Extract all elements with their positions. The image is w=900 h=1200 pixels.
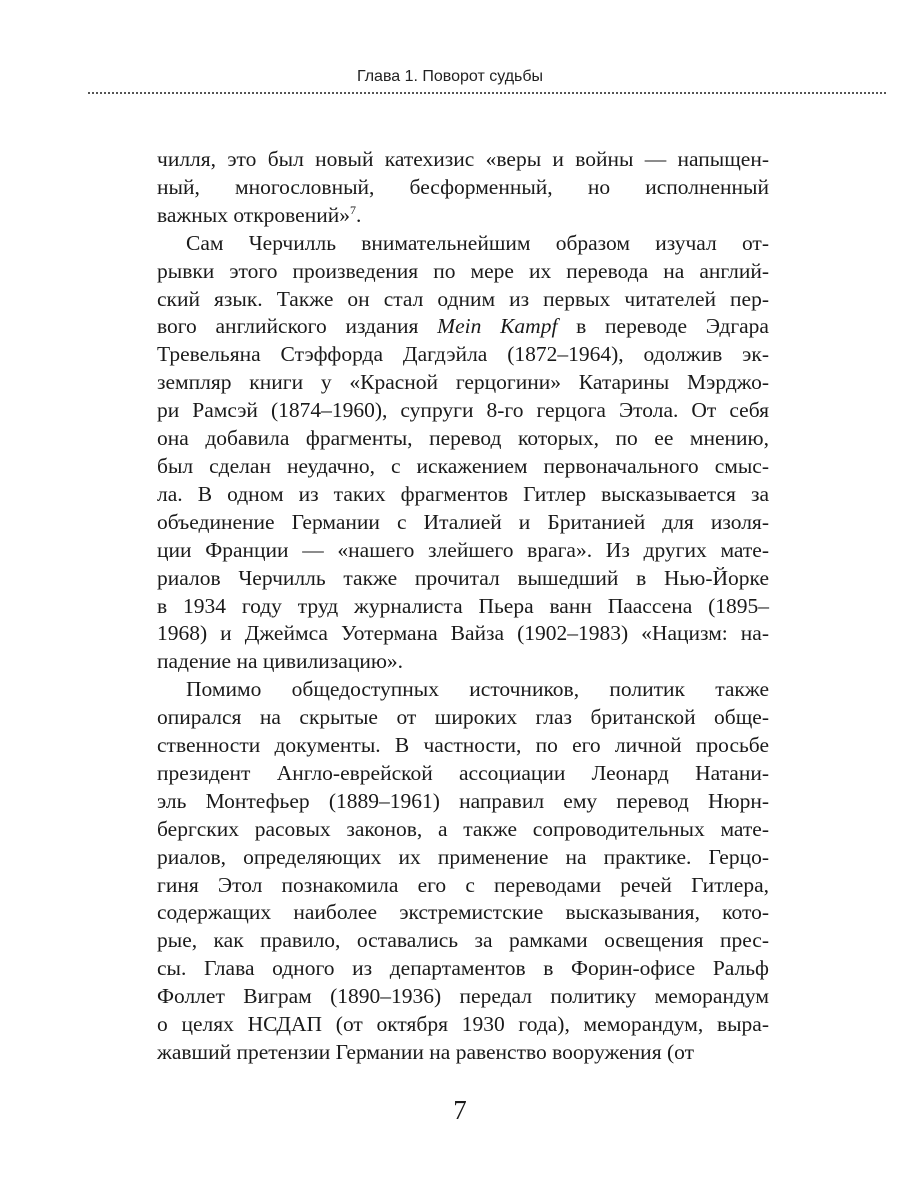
text-line: был сделан неудачно, с искажением первоначального смыс- (157, 453, 769, 478)
text-line: Тревельяна Стэффорда Дагдэйла (1872–1964), одолжив эк- (157, 342, 769, 367)
text-line: о целях НСДАП (от октября 1930 года), меморандум, выра- (157, 1012, 769, 1037)
punctuation: . (356, 202, 362, 227)
text-line: рывки этого произведения по мере их перевода на англий- (157, 258, 769, 283)
text-line: президент Англо-еврейской ассоциации Леонард Натани- (157, 760, 769, 785)
text-line: ственности документы. В частности, по его личной просьбе (157, 733, 769, 758)
text-line: ный, многословный, бесформенный, но исполненный (157, 174, 769, 199)
header-divider (88, 92, 886, 94)
text-line: риалов, определяющих их применение на практике. Герцо- (157, 844, 769, 869)
text-line: важных откровений»$^7$. (157, 202, 362, 227)
paragraph (157, 230, 769, 677)
text-line: чилля, это был новый катехизис «веры и войны — напыщен- (157, 147, 769, 171)
text-line: Сам Черчилль внимательнейшим образом изучал от- (186, 230, 769, 255)
book-title: Mein Kampf (437, 314, 558, 339)
text-line: 1968) и Джеймса Уотермана Вайза (1902–1983) «Нацизм: на- (157, 621, 769, 646)
text-line: жавший претензии Германии на равенство вооружения (от (157, 1040, 694, 1064)
text-line: сы. Глава одного из департаментов в Форин-офисе Ральф (157, 956, 769, 981)
text-line: объединение Германии с Италией и Британией для изоля- (157, 509, 769, 534)
text-line: содержащих наиболее экстремистские высказывания, кото- (157, 900, 769, 925)
text-line: эль Монтефьер (1889–1961) направил ему перевод Нюрн- (157, 788, 769, 813)
paragraph (157, 676, 769, 1067)
text-line: вого английского издания Mein Kampf в переводе Эдгара (157, 314, 769, 339)
text-line: опирался на скрытые от широких глаз британской обще- (157, 705, 769, 730)
text-line: падение на цивилизацию». (157, 649, 404, 674)
text-line: гиня Этол познакомила его с переводами речей Гитлера, (157, 872, 769, 897)
text-line: ский язык. Также он стал одним из первых читателей пер- (157, 286, 769, 311)
text-line: в 1934 году труд журналиста Пьера ванн Паассена (1895– (157, 593, 769, 618)
body-text (157, 146, 769, 1067)
text-line: ла. В одном из таких фрагментов Гитлер высказывается за (157, 481, 769, 506)
text-line: бергских расовых законов, а также сопроводительных мате- (157, 816, 769, 841)
paragraph (157, 146, 769, 230)
text-line: риалов Черчилль также прочитал вышедший в Нью-Йорке (157, 565, 769, 590)
text-line: ри Рамсэй (1874–1960), супруги 8-го герцога Этола. От себя (157, 398, 769, 423)
text-line: она добавила фрагменты, перевод которых, по ее мнению, (157, 426, 769, 451)
running-header: Глава 1. Поворот судьбы (356, 68, 544, 85)
text-line: земпляр книги у «Красной герцогини» Катарины Мэрджо- (157, 370, 769, 395)
text-line: Помимо общедоступных источников, политик также (186, 677, 769, 702)
text-line: рые, как правило, оставались за рамками освещения прес- (157, 928, 769, 953)
text-line: ции Франции — «нашего злейшего врага». Из других мате- (157, 537, 769, 562)
page-number: 7 (453, 1095, 467, 1125)
text-line: Фоллет Виграм (1890–1936) передал политику меморандум (157, 984, 769, 1009)
footnote-marker[interactable]: 7 (350, 202, 356, 217)
